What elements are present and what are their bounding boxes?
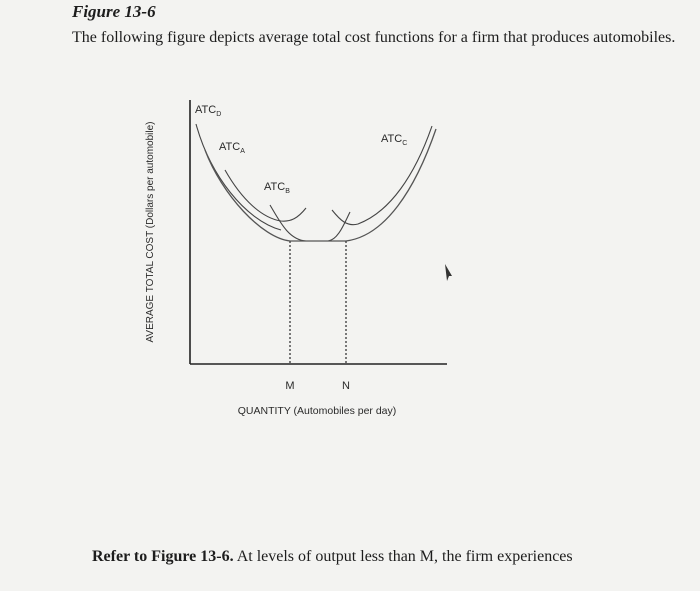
atc-b-curve (270, 205, 350, 241)
figure-label: Figure 13-6 (72, 2, 156, 21)
x-axis-label: QUANTITY (Automobiles per day) (237, 405, 397, 417)
y-axis-label: AVERAGE TOTAL COST (Dollars per automobile) (145, 121, 156, 343)
question-body: At levels of output less than M, the firm experiences (233, 548, 573, 565)
question-text (92, 548, 573, 566)
tick-m-label: M (285, 380, 295, 392)
figure-caption: The following figure depicts average total cost functions for a firm that produces automobiles. (72, 29, 676, 46)
atc-c-label: $ATC_C$ (381, 133, 408, 147)
tick-n-label: N (342, 380, 350, 392)
atc-b-label: $ATC_B$ (264, 181, 290, 195)
atc-d-curve (196, 124, 281, 230)
question-ref: Refer to Figure 13-6. (92, 548, 234, 565)
atc-a-curve (225, 170, 306, 221)
atc-a-label: $ATC_A$ (219, 141, 245, 155)
cursor-icon (445, 264, 452, 281)
atc-d-label: $ATC_D$ (195, 104, 222, 118)
